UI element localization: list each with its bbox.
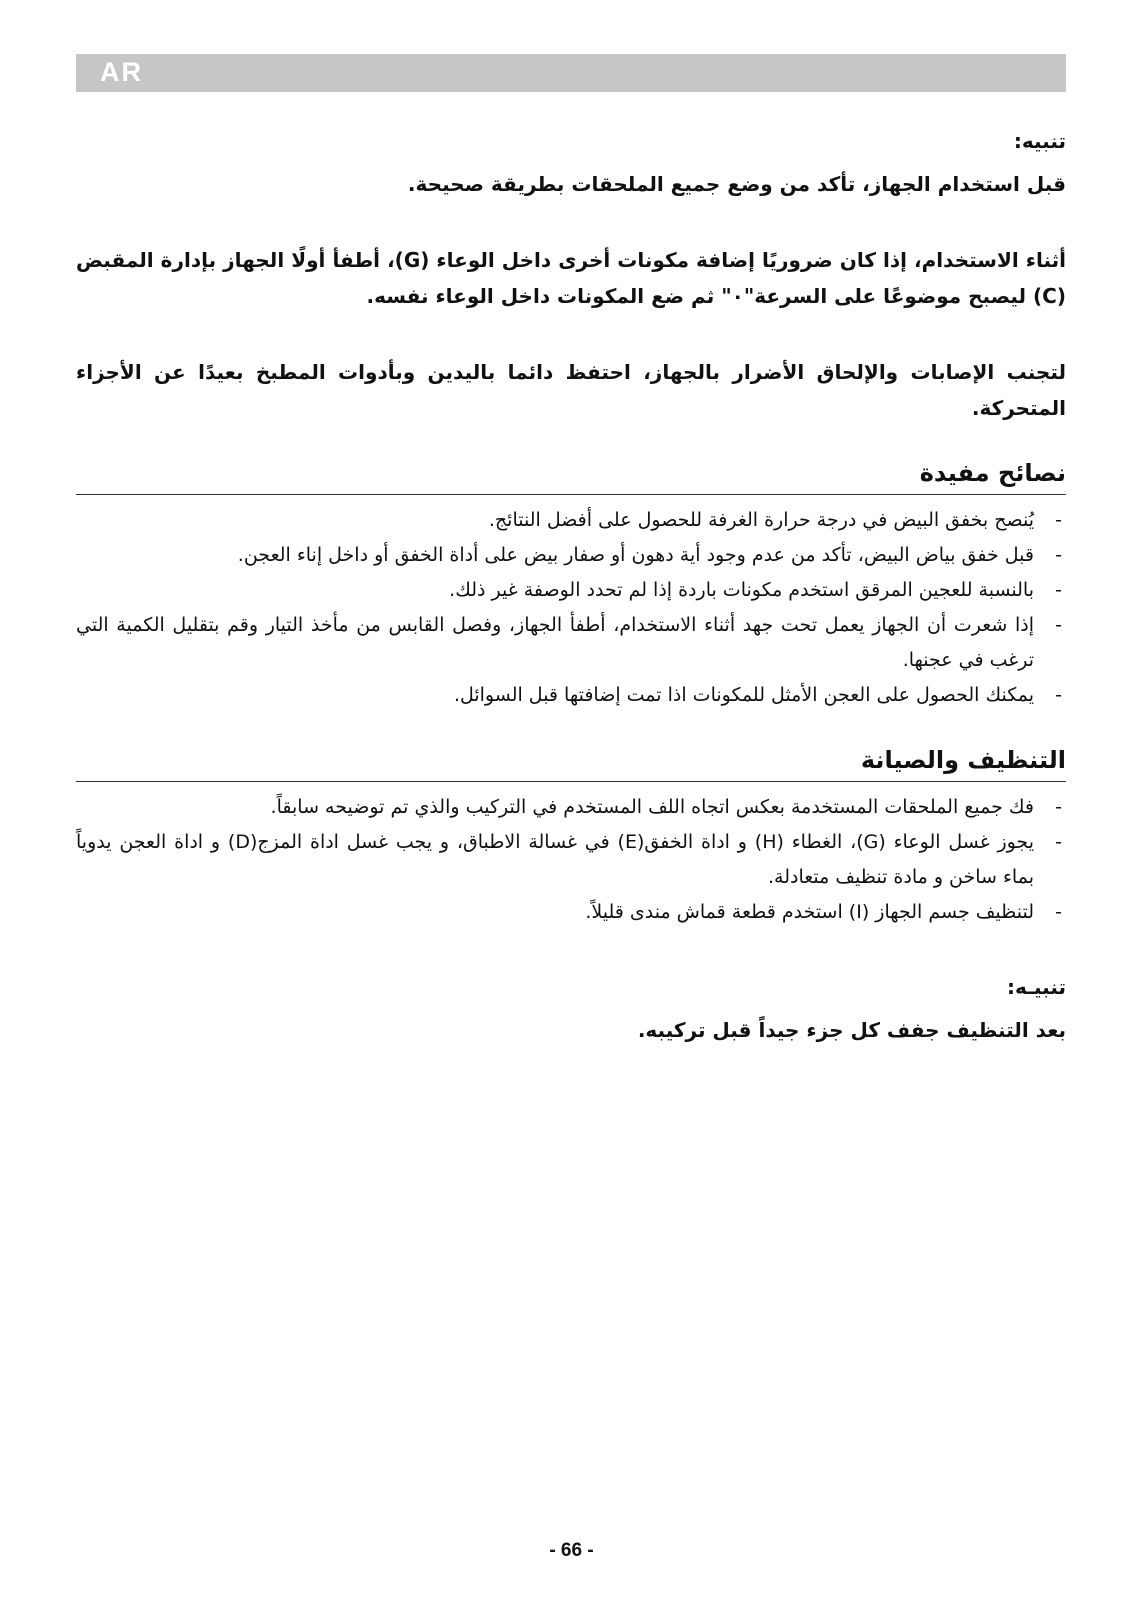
paragraph-during-use: أثناء الاستخدام، إذا كان ضروريًا إضافة مكونات أخرى داخل الوعاء (G)، أطفأ أولًا الجهاز بإدارة المقبض (C) ليصبح موضوعًا على السرعة"٠" ثم ضع المكونات داخل الوعاء نفسه. — [76, 248, 1066, 308]
list-item: - يُنصح بخفق البيض في درجة حرارة الغرفة للحصول على أفضل النتائج. — [488, 509, 1062, 531]
list-item: - يمكنك الحصول على العجن الأمثل للمكونات اذا تمت إضافتها قبل السوائل. — [453, 684, 1062, 706]
list-item-text: بالنسبة للعجين المرقق استخدم مكونات باردة إذا لم تحدد الوصفة غير ذلك. — [449, 579, 1034, 601]
list-item-text: لتنظيف جسم الجهاز (I) استخدم قطعة قماش مندى قليلاً. — [585, 901, 1034, 923]
list-item: - فك جميع الملحقات المستخدمة بعكس اتجاه اللف المستخدم في التركيب والذي تم توضيحه سابقاً. — [270, 796, 1062, 818]
list-item-text: يُنصح بخفق البيض في درجة حرارة الغرفة للحصول على أفضل النتائج. — [488, 509, 1034, 531]
list-item-text: يمكنك الحصول على العجن الأمثل للمكونات اذا تمت إضافتها قبل السوائل. — [453, 684, 1034, 706]
list-item: - قبل خفق بياض البيض، تأكد من عدم وجود أية دهون أو صفار بيض على أداة الخفق أو داخل إناء العجن. — [237, 544, 1062, 566]
list-item-text: قبل خفق بياض البيض، تأكد من عدم وجود أية دهون أو صفار بيض على أداة الخفق أو داخل إناء العجن. — [237, 544, 1034, 566]
list-item: - بالنسبة للعجين المرقق استخدم مكونات باردة إذا لم تحدد الوصفة غير ذلك. — [449, 579, 1062, 601]
paragraph-safety: لتجنب الإصابات والإلحاق الأضرار بالجهاز، احتفظ دائما باليدين وبأدوات المطبخ بعيدًا عن الأجزاء المتحركة. — [76, 360, 1066, 420]
page-number: - 66 - — [549, 1540, 594, 1561]
cleaning-list — [76, 790, 1066, 930]
tips-list — [76, 503, 1066, 713]
page-content — [76, 124, 1066, 1048]
note-text: بعد التنظيف جفف كل جزء جيداً قبل تركيبه. — [637, 1018, 1066, 1042]
list-item: - يجوز غسل الوعاء (G)، الغطاء (H) و اداة الخفق(E) في غسالة الاطباق، و يجب غسل اداة المزج(D) و اداة العجن يدوياً بماء ساخن و مادة تنظيف متعادلة. — [76, 831, 1062, 888]
language-code: AR — [100, 57, 143, 87]
list-item: - لتنظيف جسم الجهاز (I) استخدم قطعة قماش مندى قليلاً. — [585, 901, 1062, 923]
language-header-bar — [76, 54, 1066, 92]
list-item-text: إذا شعرت أن الجهاز يعمل تحت جهد أثناء الاستخدام، أطفأ الجهاز، وفصل القابس من مأخذ التيار وقم بتقليل الكمية التي ترغب في عجنها. — [76, 614, 1034, 671]
note-label: تنبيـه: — [1007, 975, 1066, 999]
note-label: تنبيه: — [1013, 129, 1066, 153]
list-item-text: يجوز غسل الوعاء (G)، الغطاء (H) و اداة الخفق(E) في غسالة الاطباق، و يجب غسل اداة المزج(D) و اداة العجن يدوياً بماء ساخن و مادة تنظيف متعادلة. — [76, 831, 1034, 888]
section-title-cleaning: التنظيف والصيانة — [76, 741, 1066, 782]
list-item-text: فك جميع الملحقات المستخدمة بعكس اتجاه اللف المستخدم في التركيب والذي تم توضيحه سابقاً. — [270, 796, 1034, 818]
note-text: قبل استخدام الجهاز، تأكد من وضع جميع الملحقات بطريقة صحيحة. — [407, 172, 1066, 196]
list-item: - إذا شعرت أن الجهاز يعمل تحت جهد أثناء الاستخدام، أطفأ الجهاز، وفصل القابس من مأخذ التيار وقم بتقليل الكمية التي ترغب في عجنها. — [76, 614, 1062, 671]
section-title-tips: نصائح مفيدة — [76, 454, 1066, 495]
